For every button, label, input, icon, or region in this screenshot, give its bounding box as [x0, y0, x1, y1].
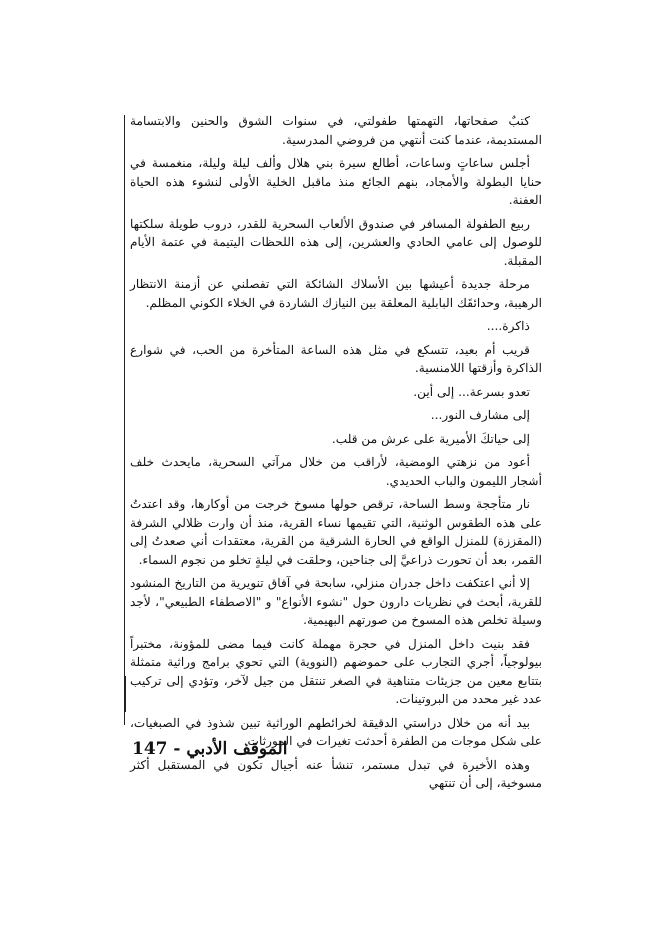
paragraph: إلى حياتكَ الأميرية على عرش من قلب. — [331, 431, 530, 446]
paragraph: كتبٌ صفحاتها، التهمتها طفولتي، في سنوات الشوق والحنين والابتسامة المستديمة، عندما كنت أنتهي من فروضي المدرسية. — [130, 114, 542, 147]
paragraph: فقد بنيت داخل المنزل في حجرة مهملة كانت فيما مضى للمؤونة، مختبراً بيولوجياً، أجري التجارب على حموضهم (النووية) التي تحوي برامج وراثية متمثلة بتتابع معين من جزيئات متناهية في الصغر تنتقل من جيل لآخر، وتؤدي إلى تركيب عدد غير محدد من البروتينات. — [130, 636, 542, 706]
paragraph: ذاكرة.... — [486, 319, 530, 333]
paragraph: ربيع الطفولة المسافر في صندوق الألعاب السحرية للقدر، دروب طويلة سلكتها للوصول إلى عامي الحادي والعشرين، إلى هذه اللحظات اليتيمة في عتمة الأيام المقبلة. — [130, 216, 542, 268]
paragraph: إلى مشارف النور... — [430, 408, 530, 422]
paragraph: بيد أنه من خلال دراستي الدقيقة لخرائطهم الوراثية تبين شذوذ في الصبغيات، على شكل موجات من الطفرة أحدثت تغيرات في المورثات. — [130, 715, 542, 748]
paragraph: مرحلة جديدة أعيشها بين الأسلاك الشائكة التي تفصلني عن أزمنة الانتظار الرهيبة، وحدائقَك البابلية المعلقة بين النيازك الشاردة في الخلاء الكوني المظلم. — [130, 277, 542, 310]
page-footer: الموقف الأدبي - 147 — [132, 739, 288, 759]
paragraph: نار متأججة وسط الساحة، ترقص حولها مسوخ خرجت من أوكارها، وقد اعتدتُ على هذه الطقوس الوثنية، التي تقيمها نساء القرية، منذ أن وارت ظلالي الشرفة (المقززة) للمنزل الواقع في الحارة الشرقية من القرية، معتقدات أني صعدتُ إلى القمر، بعد أن تحورت ذراعيَّ إلى جناحين، وحلقت في ليلةٍ تخلو من نجوم السماء. — [130, 497, 542, 567]
article-body — [130, 112, 542, 798]
paragraph: أعود من نزهتي الومضية، لأراقب من خلال مرآتي السحرية، مايحدث خلف أشجار الليمون والباب الحديدي. — [130, 455, 542, 488]
margin-rule — [124, 115, 125, 725]
paragraph: تعدو بسرعة... إلى أين. — [413, 384, 530, 399]
paragraph: قريب أم بعيد، تتسكع في مثل هذه الساعة المتأخرة من الحب، في شوارع الذاكرة وأزقتها اللامنسية. — [130, 342, 542, 375]
paragraph: وهذه الأخيرة في تبدل مستمر، تنشأ عنه أجيال تكون في المستقبل أكثر مسوخية، إلى أن تنتهي — [130, 757, 542, 790]
margin-rule-bold — [124, 676, 126, 712]
paragraph: أجلس ساعاتٍ وساعات، أطالع سيرة بني هلال وألف ليلة وليلة، منغمسة في حنايا البطولة والأمجاد، بنهم الجائع منذ ماقبل الخلية الأولى لنشوء هذه الحياة العفنة. — [130, 156, 542, 207]
paragraph: إلا أني اعتكفت داخل جدران منزلي، سابحة في آفاق تنويرية من التاريخ المنشود للقرية، أبحث في نظريات دارون حول "نشوء الأنواع" و "الاصطفاء الطبيعي"، لأجد وسيلة تخلص هذه المسوخ من صورتهم البهيمية. — [130, 576, 542, 627]
